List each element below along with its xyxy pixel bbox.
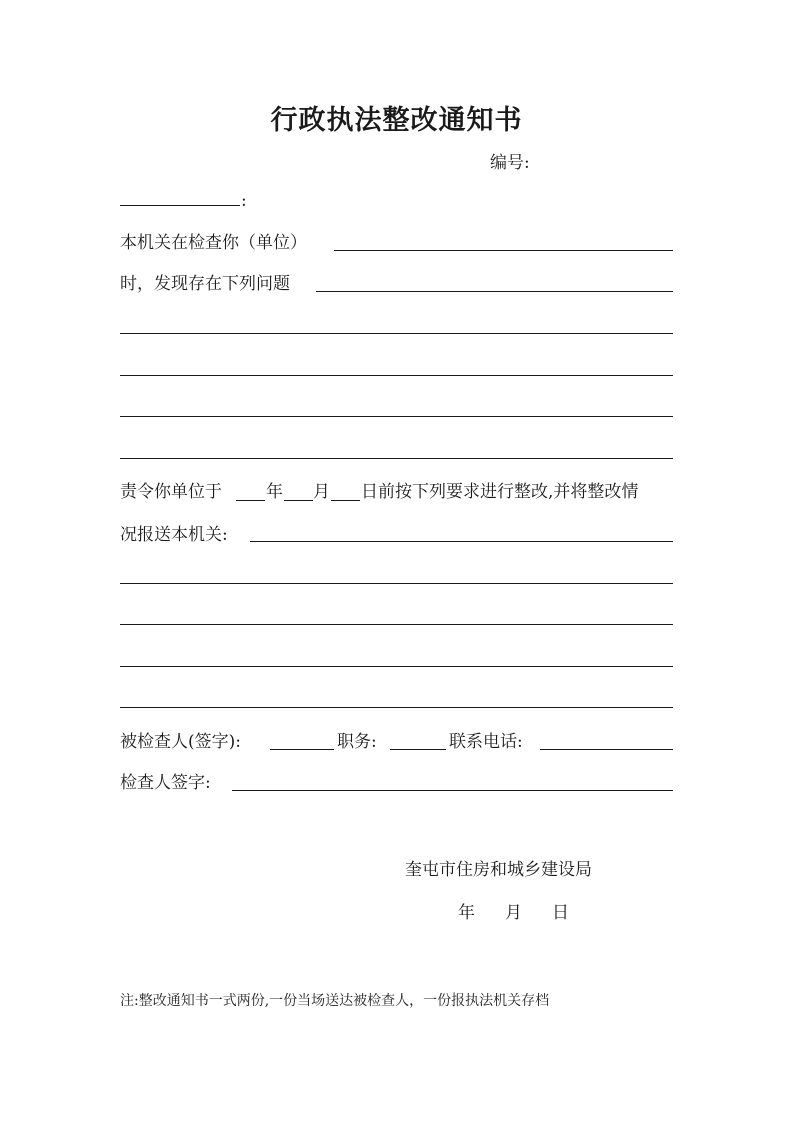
problems-blank-line[interactable] — [120, 333, 673, 334]
requirements-blank-line[interactable] — [250, 541, 673, 542]
requirements-blank-line[interactable] — [120, 624, 673, 625]
deadline-day-blank[interactable] — [331, 500, 360, 501]
inspector-signature-label: 检查人签字: — [120, 773, 211, 793]
order-year-label: 年 — [266, 482, 283, 502]
deadline-month-blank[interactable] — [284, 500, 313, 501]
inspection-text-line2: 时，发现存在下列问题 — [120, 274, 290, 294]
addressee-colon: : — [241, 191, 247, 211]
deadline-year-blank[interactable] — [236, 500, 265, 501]
footnote: 注:整改通知书一式两份,一份当场送达被检查人，一份报执法机关存档 — [120, 993, 550, 1009]
problems-blank-line[interactable] — [316, 291, 673, 292]
problems-blank-line[interactable] — [120, 458, 673, 459]
order-prefix-text: 责令你单位于 — [120, 482, 222, 502]
inspected-person-label: 被检查人(签字): — [120, 732, 241, 752]
requirements-blank-line[interactable] — [120, 666, 673, 667]
problems-blank-line[interactable] — [120, 416, 673, 417]
inspection-text-line1: 本机关在检查你（单位） — [120, 233, 307, 253]
inspector-signature-blank[interactable] — [232, 790, 673, 791]
document-title: 行政执法整改通知书 — [270, 105, 523, 136]
position-label: 职务: — [337, 732, 377, 752]
order-day-suffix-text: 日前按下列要求进行整改,并将整改情 — [361, 482, 639, 502]
phone-label: 联系电话: — [449, 732, 523, 752]
requirements-blank-line[interactable] — [120, 583, 673, 584]
order-month-label: 月 — [313, 482, 330, 502]
phone-blank[interactable] — [540, 749, 673, 750]
requirements-blank-line[interactable] — [120, 707, 673, 708]
date-month-label: 月 — [505, 903, 522, 923]
order-text-line2: 况报送本机关: — [120, 525, 228, 545]
document-number-label: 编号: — [490, 153, 530, 173]
addressee-blank[interactable] — [120, 205, 240, 206]
date-day-label: 日 — [552, 903, 569, 923]
position-blank[interactable] — [390, 749, 446, 750]
inspected-unit-blank[interactable] — [334, 250, 673, 251]
date-year-label: 年 — [458, 903, 475, 923]
issuing-authority: 奎屯市住房和城乡建设局 — [405, 860, 592, 880]
problems-blank-line[interactable] — [120, 375, 673, 376]
inspected-person-signature-blank[interactable] — [270, 749, 334, 750]
